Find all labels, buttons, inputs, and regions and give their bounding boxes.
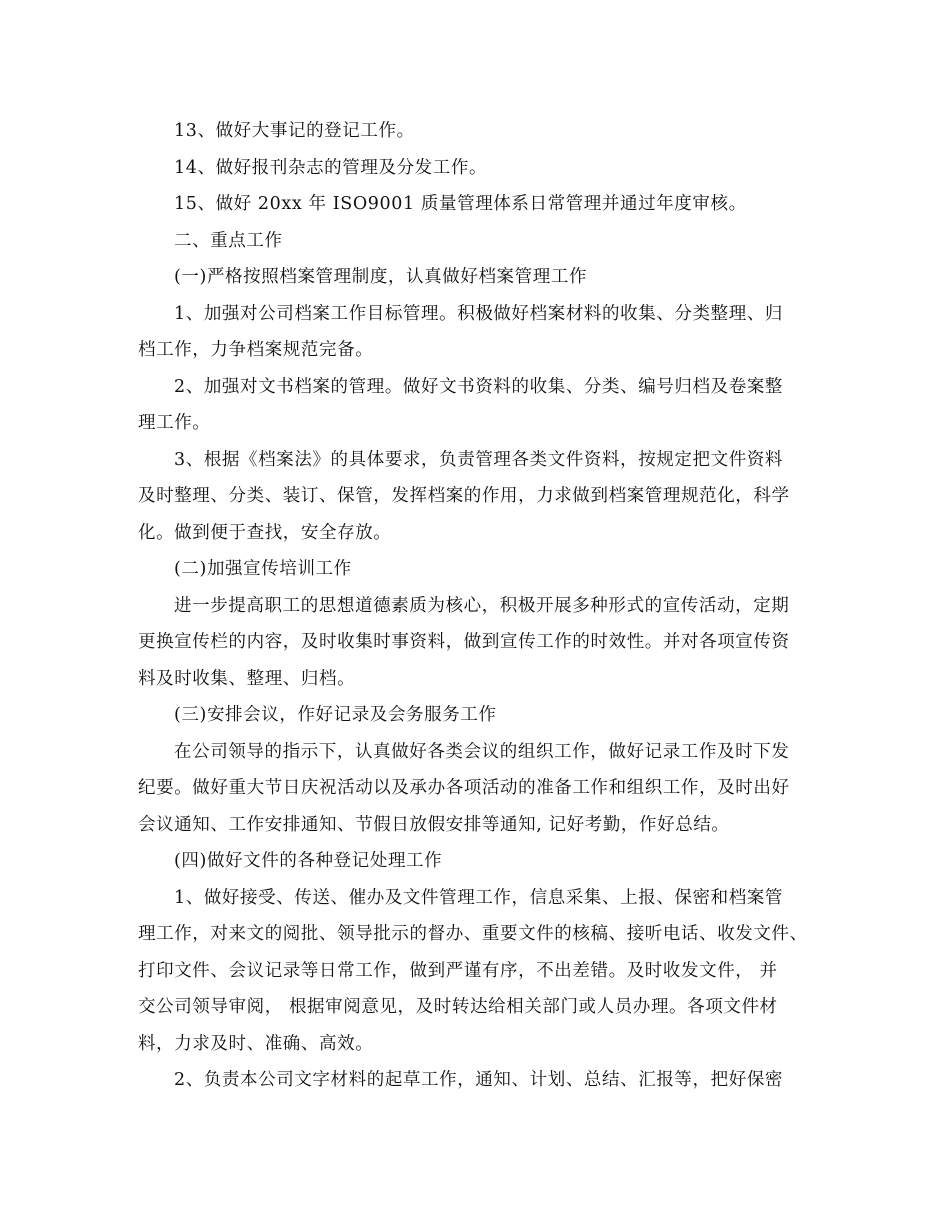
text-line: 交公司领导审阅， 根据审阅意见，及时转达给相关部门或人员办理。各项文件材 [138, 997, 778, 1017]
text-line: 2、负责本公司文字材料的起草工作，通知、计划、总结、汇报等，把好保密 [174, 1070, 784, 1090]
text-line: 二、重点工作 [174, 230, 283, 251]
text-line: 15、做好 20xx 年 ISO9001 质量管理体系日常管理并通过年度审核。 [174, 194, 747, 214]
text-line: 会议通知、工作安排通知、节假日放假安排等通知, 记好考勤，作好总结。 [138, 814, 730, 835]
text-line: 更换宣传栏的内容，及时收集时事资料，做到宣传工作的时效性。并对各项宣传资 [138, 632, 790, 652]
text-line: 1、做好接受、传送、催办及文件管理工作，信息采集、上报、保密和档案管 [174, 887, 784, 908]
text-line: 理工作，对来文的阅批、领导批示的督办、重要文件的核稿、接听电话、收发文件、 [138, 924, 808, 944]
text-line: 14、做好报刊杂志的管理及分发工作。 [174, 157, 488, 178]
text-line: 2、加强对文书档案的管理。做好文书资料的收集、分类、编号归档及卷案整 [174, 376, 784, 397]
text-line: 进一步提高职工的思想道德素质为核心，积极开展多种形式的宣传活动，定期 [174, 595, 790, 616]
text-line: 理工作。 [138, 413, 211, 433]
text-line: 在公司领导的指示下，认真做好各类会议的组织工作，做好记录工作及时下发 [174, 741, 790, 762]
document-body [138, 113, 838, 1099]
text-line: 档工作，力争档案规范完备。 [138, 340, 374, 360]
text-line: 料及时收集、整理、归档。 [138, 668, 356, 689]
text-line: (二)加强宣传培训工作 [174, 559, 352, 579]
text-line: 化。做到便于查找，安全存放。 [138, 522, 392, 543]
text-line: 3、根据《档案法》的具体要求，负责管理各类文件资料，按规定把文件资料 [174, 449, 784, 470]
text-line: 纪要。做好重大节日庆祝活动以及承办各项活动的准备工作和组织工作，及时出好 [138, 778, 790, 798]
text-line: (四)做好文件的各种登记处理工作 [174, 851, 443, 871]
text-line: (三)安排会议，作好记录及会务服务工作 [174, 705, 497, 725]
text-line: 料，力求及时、准确、高效。 [138, 1033, 374, 1054]
text-line: 打印文件、会议记录等日常工作，做到严谨有序，不出差错。及时收发文件， 并 [138, 960, 778, 981]
text-line: 13、做好大事记的登记工作。 [174, 121, 415, 141]
text-line: 1、加强对公司档案工作目标管理。积极做好档案材料的收集、分类整理、归 [174, 303, 784, 324]
text-line: (一)严格按照档案管理制度，认真做好档案管理工作 [174, 267, 588, 287]
text-line: 及时整理、分类、装订、保管，发挥档案的作用，力求做到档案管理规范化，科学 [138, 486, 790, 506]
